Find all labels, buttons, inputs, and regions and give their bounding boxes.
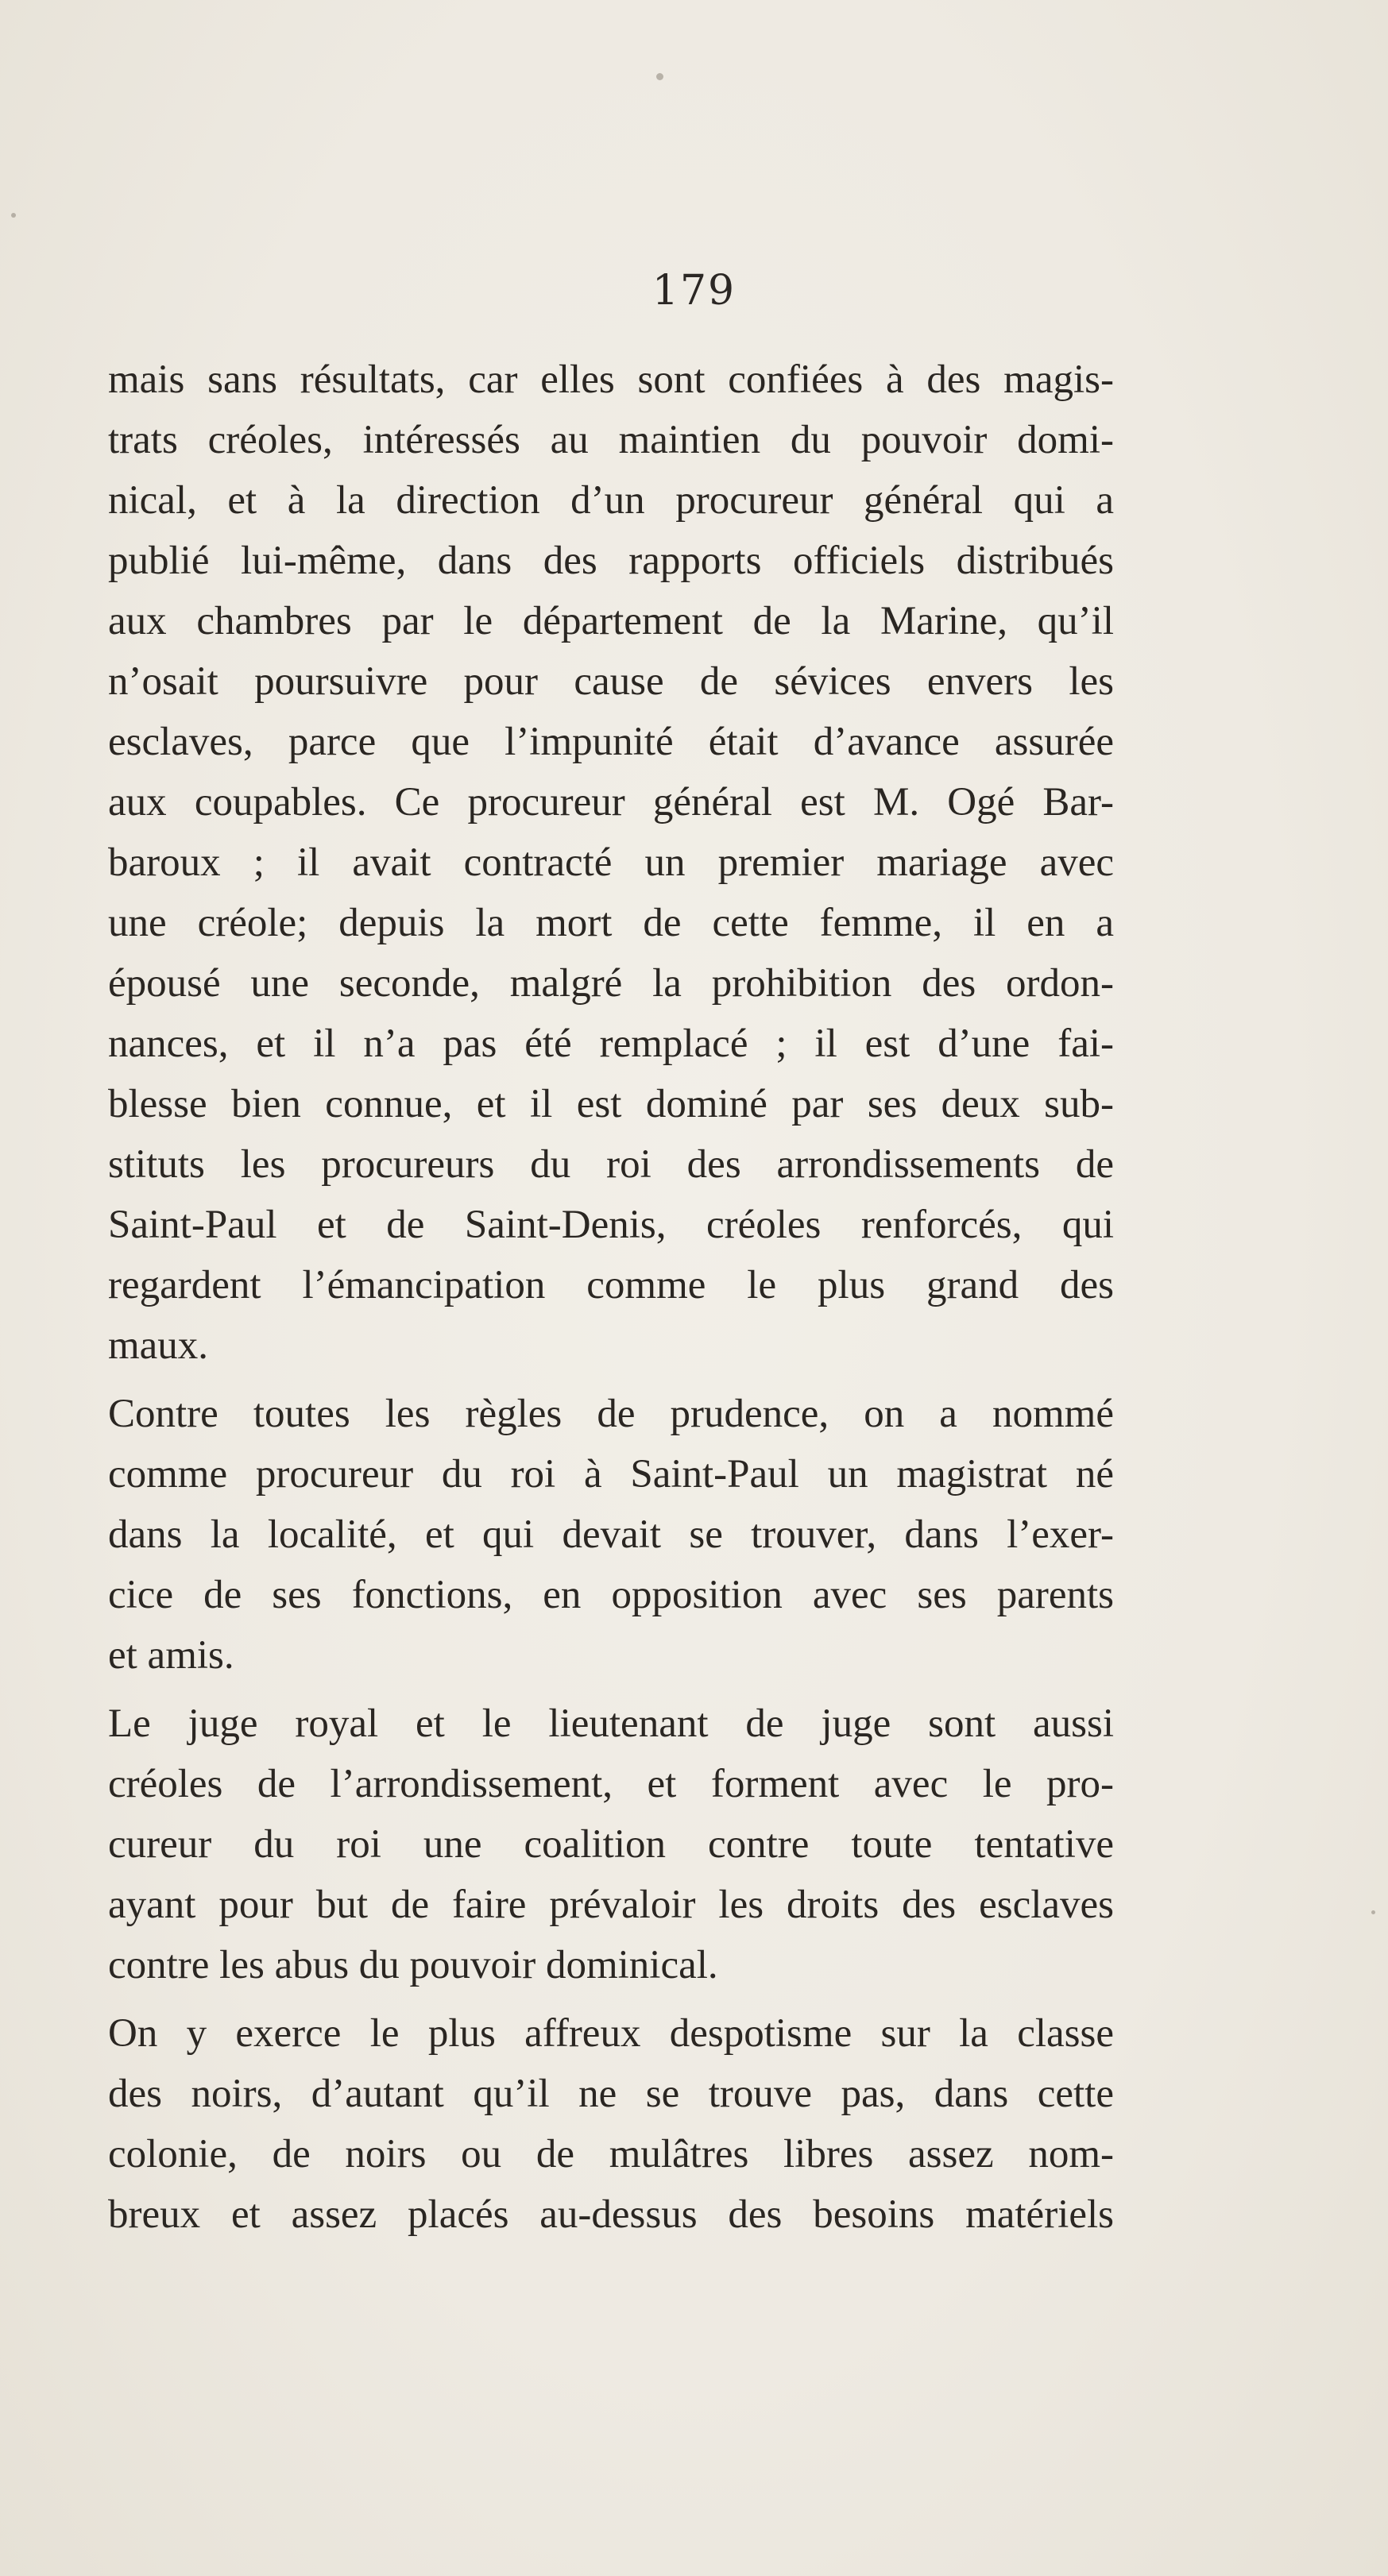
text-line: aux chambres par le département de la Marine, qu’il xyxy=(108,599,1114,643)
text-line: trats créoles, intéressés au maintien du pouvoir domi- xyxy=(108,418,1114,462)
paragraph xyxy=(108,2003,1114,2245)
paper-speck xyxy=(11,213,16,218)
text-line: regardent l’émancipation comme le plus grand des xyxy=(108,1263,1114,1307)
text-line: blesse bien connue, et il est dominé par ses deux sub- xyxy=(108,1082,1114,1126)
text-line: breux et assez placés au-dessus des besoins matériels xyxy=(108,2192,1114,2237)
text-line: aux coupables. Ce procureur général est M. Ogé Bar- xyxy=(108,780,1114,825)
text-line: nances, et il n’a pas été remplacé ; il est d’une fai- xyxy=(108,1022,1114,1066)
text-line: colonie, de noirs ou de mulâtres libres assez nom- xyxy=(108,2132,1114,2176)
text-line: stituts les procureurs du roi des arrondissements de xyxy=(108,1142,1114,1187)
text-line: esclaves, parce que l’impunité était d’avance assurée xyxy=(108,720,1114,764)
text-line: une créole; depuis la mort de cette femme, il en a xyxy=(108,901,1114,945)
paragraph xyxy=(108,350,1114,1376)
text-line: baroux ; il avait contracté un premier mariage avec xyxy=(108,840,1114,885)
paragraph xyxy=(108,1384,1114,1686)
text-line: n’osait poursuivre pour cause de sévices envers les xyxy=(108,659,1114,704)
text-line: Saint-Paul et de Saint-Denis, créoles renforcés, qui xyxy=(108,1203,1114,1247)
text-line: et amis. xyxy=(108,1633,234,1678)
text-line: cice de ses fonctions, en opposition avec ses parents xyxy=(108,1573,1114,1617)
paragraph xyxy=(108,1694,1114,1995)
paper-speck xyxy=(656,73,663,80)
paper-speck xyxy=(1371,1910,1375,1914)
body-text xyxy=(108,350,1114,2245)
text-line: Le juge royal et le lieutenant de juge sont aussi xyxy=(108,1701,1114,1746)
text-line: comme procureur du roi à Saint-Paul un magistrat né xyxy=(108,1452,1114,1497)
text-line: On y exerce le plus affreux despotisme sur la classe xyxy=(108,2011,1114,2056)
page-number: 179 xyxy=(651,267,737,315)
text-line: épousé une seconde, malgré la prohibition des ordon- xyxy=(108,961,1114,1006)
text-line: des noirs, d’autant qu’il ne se trouve pas, dans cette xyxy=(108,2072,1114,2116)
text-line: contre les abus du pouvoir dominical. xyxy=(108,1943,718,1987)
text-line: maux. xyxy=(108,1323,209,1368)
text-line: Contre toutes les règles de prudence, on a nommé xyxy=(108,1392,1114,1436)
text-line: dans la localité, et qui devait se trouver, dans l’exer- xyxy=(108,1512,1114,1557)
text-line: créoles de l’arrondissement, et forment avec le pro- xyxy=(108,1762,1114,1806)
text-line: publié lui-même, dans des rapports officiels distribués xyxy=(108,539,1114,583)
text-line: mais sans résultats, car elles sont confiées à des magis- xyxy=(108,357,1114,402)
text-line: ayant pour but de faire prévaloir les droits des esclaves xyxy=(108,1883,1114,1927)
text-line: nical, et à la direction d’un procureur général qui a xyxy=(108,478,1114,523)
text-line: cureur du roi une coalition contre toute tentative xyxy=(108,1822,1114,1867)
